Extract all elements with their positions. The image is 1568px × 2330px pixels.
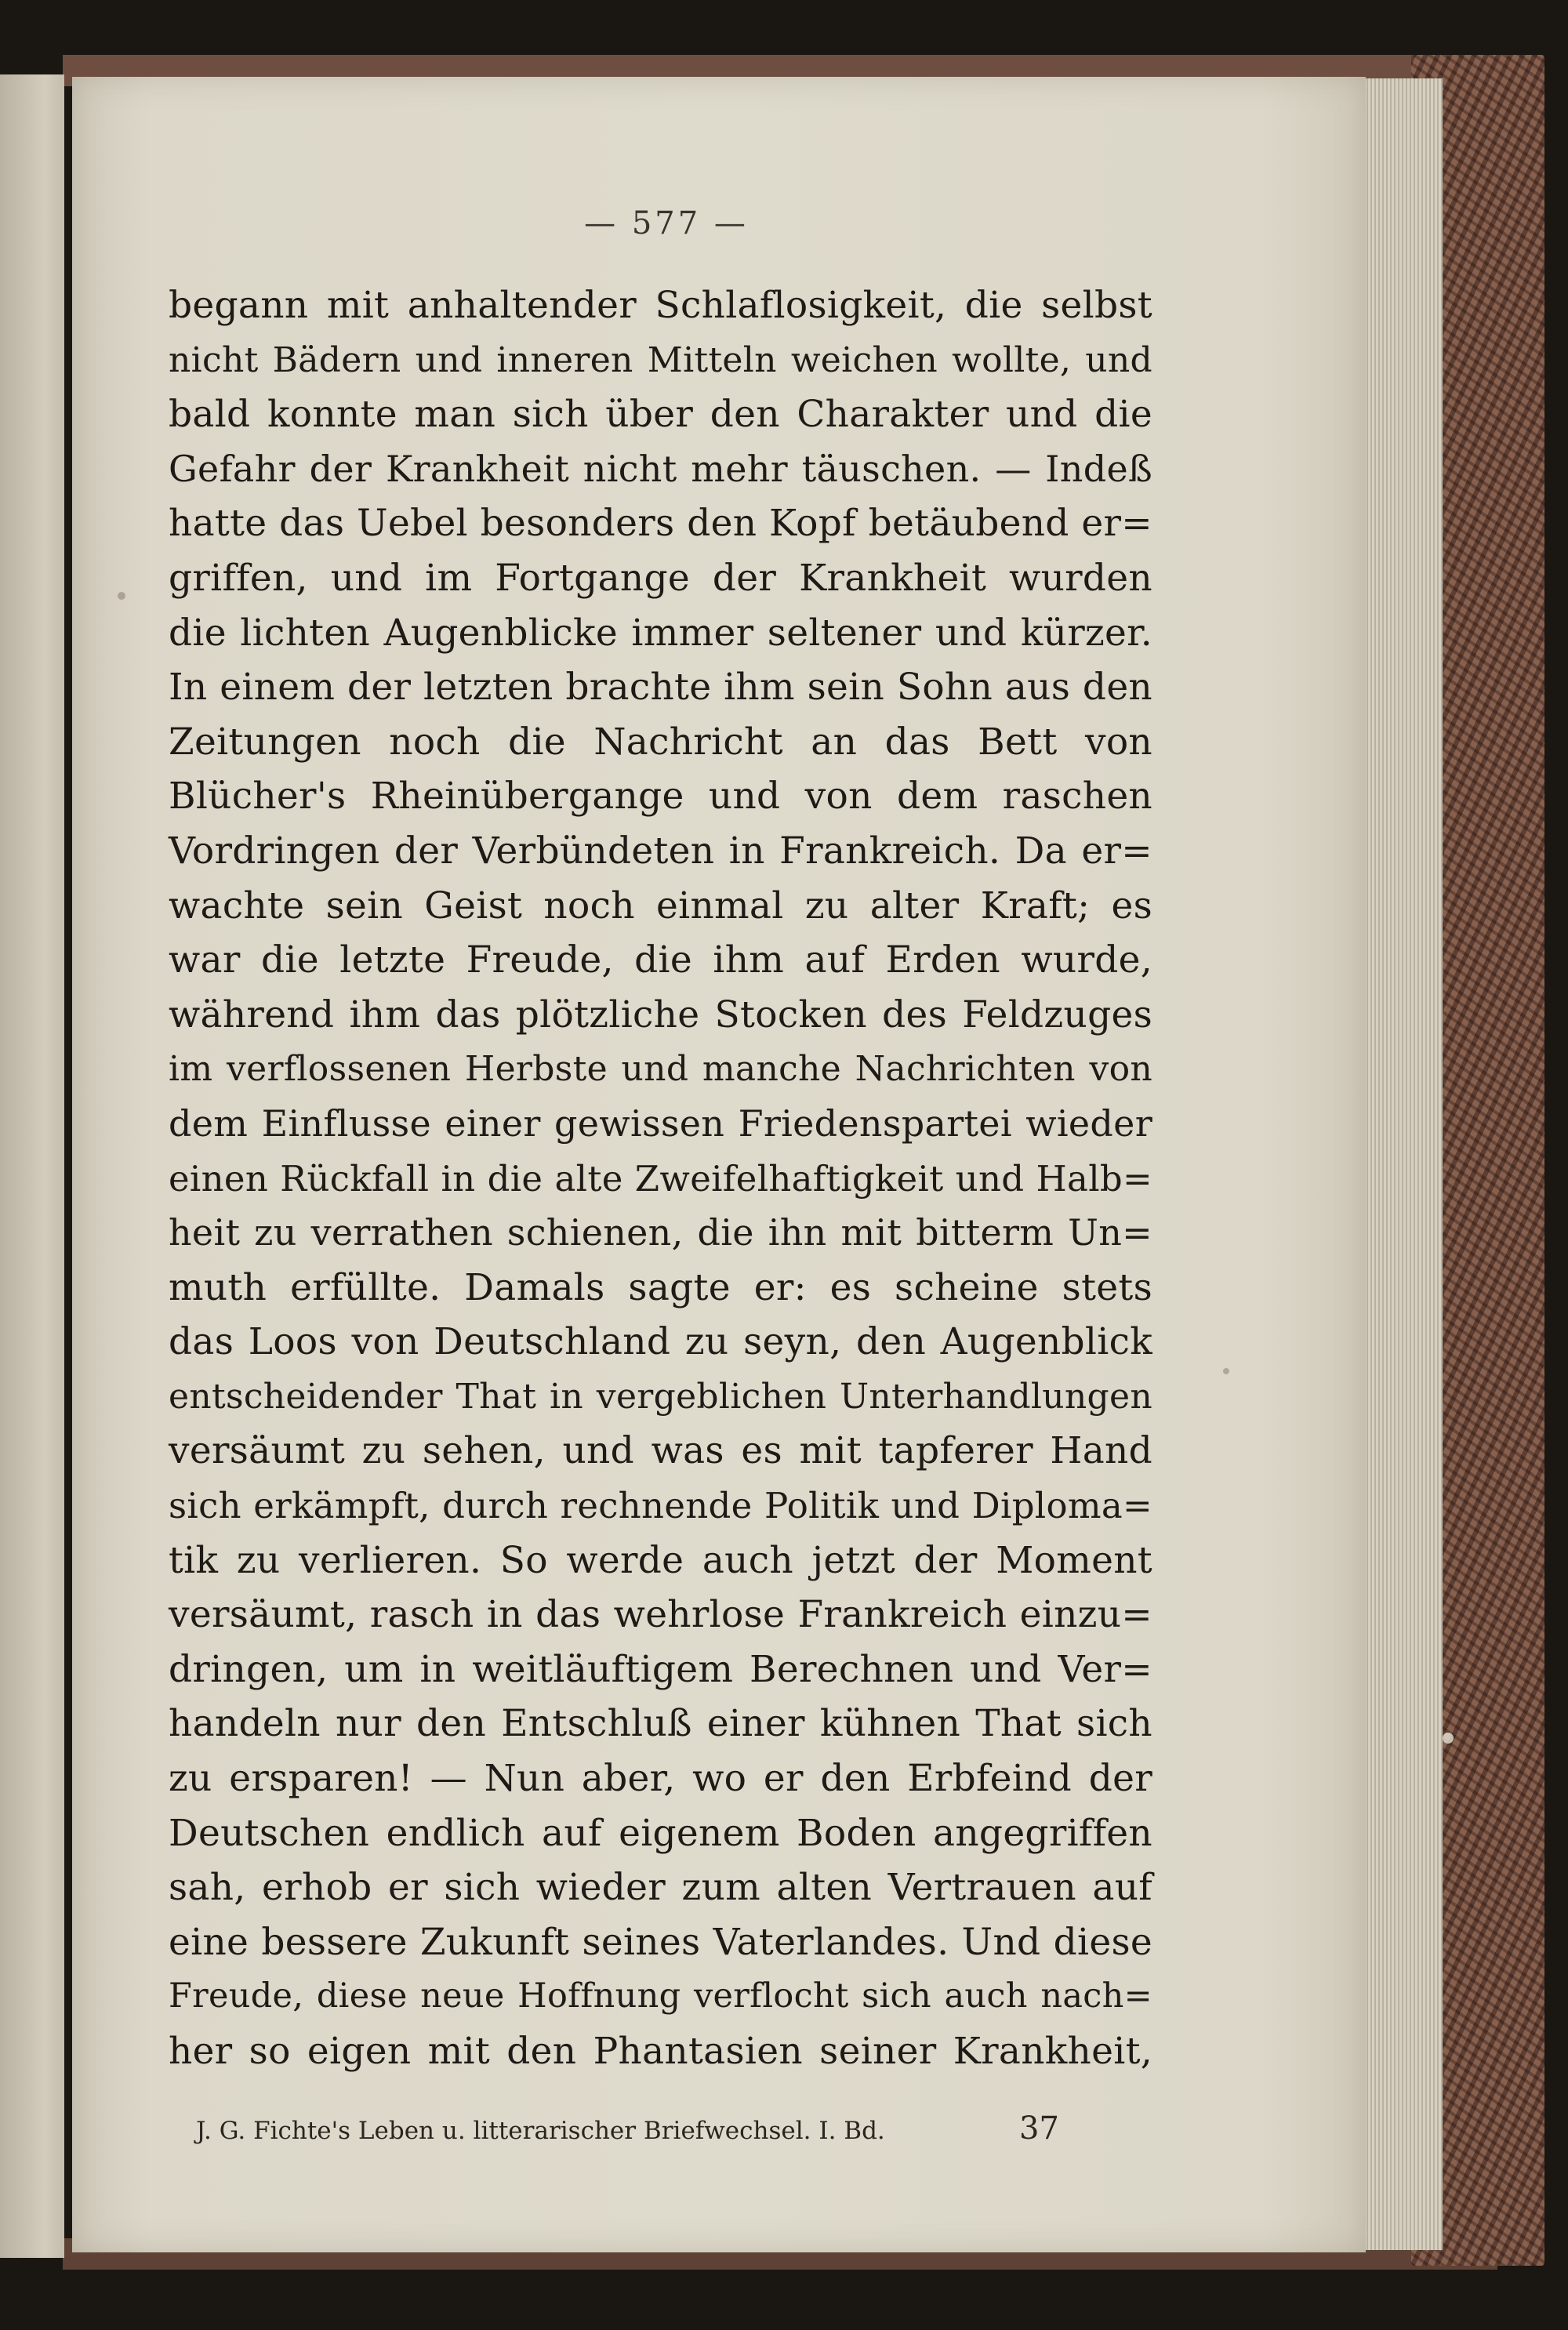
text-line: einen Rückfall in die alte Zweifelhaftigkeit und Halb= — [169, 1157, 1152, 1199]
text-line: sich erkämpft, durch rechnende Politik und Diploma= — [169, 1485, 1152, 1527]
text-line: muth erfüllte. Damals sagte er: es scheine stets — [169, 1265, 1152, 1309]
text-line: heit zu verrathen schienen, die ihn mit bitterm Un= — [169, 1211, 1152, 1254]
text-line: eine bessere Zukunft seines Vaterlandes. Und diese — [169, 1920, 1152, 1964]
paper-spot — [118, 592, 125, 600]
text-line: versäumt, rasch in das wehrlose Frankreich einzu= — [169, 1593, 1152, 1637]
text-line: begann mit anhaltender Schlaflosigkeit, die selbst — [169, 284, 1152, 327]
footer-signature-title: J. G. Fichte's Leben u. litterarischer Briefwechsel. I. Bd. — [196, 2117, 885, 2145]
text-line: Deutschen endlich auf eigenem Boden angegriffen — [169, 1811, 1152, 1855]
text-line: handeln nur den Entschluß einer kühnen That sich — [169, 1702, 1152, 1746]
text-line: im verflossenen Herbste und manche Nachrichten von — [169, 1049, 1152, 1090]
text-line: zu ersparen! — Nun aber, wo er den Erbfeind der — [169, 1757, 1152, 1801]
page-number-header: — 577 — — [584, 205, 749, 241]
text-line: In einem der letzten brachte ihm sein Sohn aus den — [169, 666, 1152, 710]
text-line: bald konnte man sich über den Charakter und die — [169, 393, 1152, 437]
page-block-edges — [1356, 78, 1443, 2250]
text-line: die lichten Augenblicke immer seltener und kürzer. — [169, 611, 1152, 655]
text-line: Gefahr der Krankheit nicht mehr täuschen. — Indeß — [169, 447, 1152, 490]
text-line: sah, erhob er sich wieder zum alten Vertrauen auf — [169, 1866, 1152, 1910]
text-line: Vordringen der Verbündeten in Frankreich. Da er= — [169, 829, 1152, 873]
text-line: nicht Bädern und inneren Mitteln weichen wollte, und — [169, 339, 1152, 380]
text-line: versäumt zu sehen, und was es mit tapferer Hand — [169, 1429, 1152, 1473]
text-line: Zeitungen noch die Nachricht an das Bett von — [169, 720, 1152, 764]
text-line: wachte sein Geist noch einmal zu alter Kraft; es — [169, 884, 1152, 927]
text-line: Blücher's Rheinübergange und von dem raschen — [169, 775, 1152, 818]
left-facing-page — [0, 74, 64, 2258]
paper-spot — [1443, 1733, 1454, 1744]
text-line: entscheidender That in vergeblichen Unterhandlungen — [169, 1376, 1152, 1417]
text-line: dringen, um in weitläuftigem Berechnen und Ver= — [169, 1647, 1152, 1691]
paper-spot — [1223, 1368, 1229, 1374]
text-line: griffen, und im Fortgange der Krankheit wurden — [169, 556, 1152, 600]
text-line: hatte das Uebel besonders den Kopf betäubend er= — [169, 502, 1152, 546]
text-line: dem Einflusse einer gewissen Friedenspartei wieder — [169, 1101, 1152, 1145]
text-line: während ihm das plötzliche Stocken des Feldzuges — [169, 993, 1152, 1036]
text-line: war die letzte Freude, die ihm auf Erden wurde, — [169, 938, 1152, 982]
text-line: Freude, diese neue Hoffnung verflocht sich auch nach= — [169, 1976, 1152, 2016]
text-line: her so eigen mit den Phantasien seiner Krankheit, — [169, 2030, 1152, 2073]
text-line: das Loos von Deutschland zu seyn, den Augenblick — [169, 1320, 1152, 1364]
body-text — [169, 278, 1152, 2079]
text-line: tik zu verlieren. So werde auch jetzt der Moment — [169, 1538, 1152, 1582]
footer-signature-mark: 37 — [1019, 2110, 1059, 2147]
